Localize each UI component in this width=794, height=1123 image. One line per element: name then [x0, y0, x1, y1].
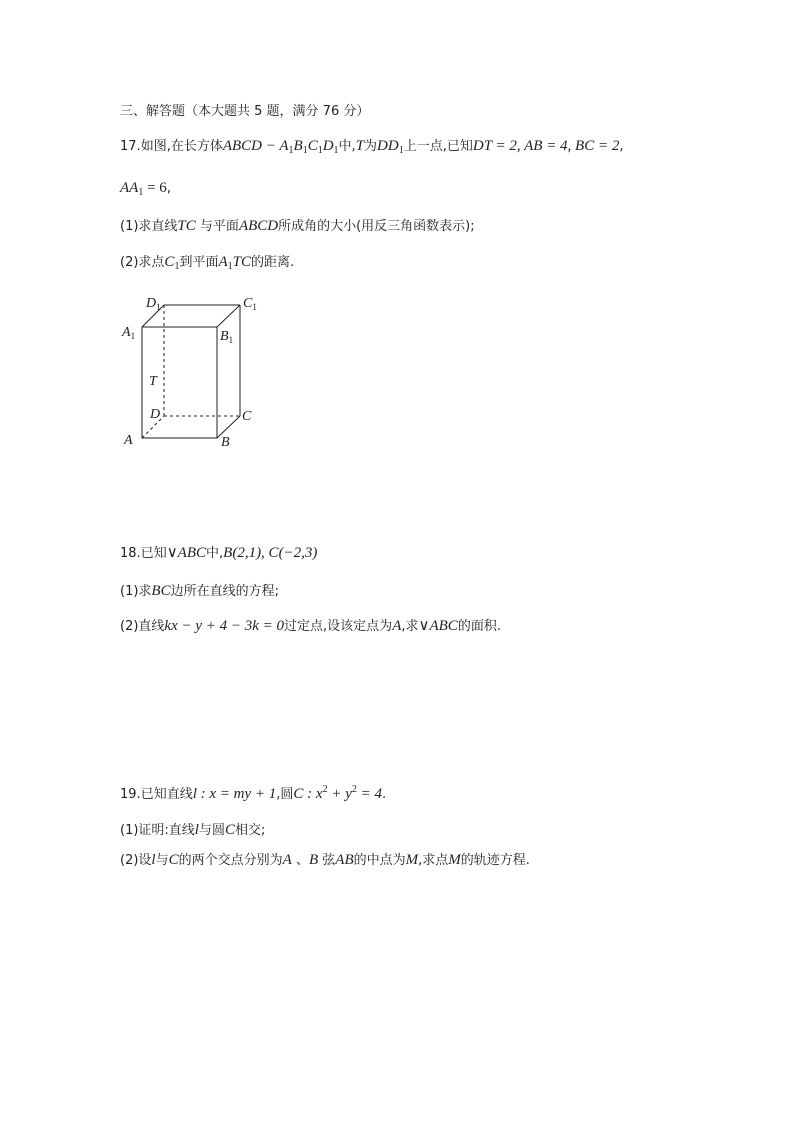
problem-17-stem: 17.如图,在长方体ABCD − $A_1B_1C_1D_1$中,T为$DD_1$上一点,已知DT = 2, AB = 4, BC = 2,	[120, 138, 624, 156]
label-c: C	[242, 409, 252, 424]
problem-19-stem: 19.已知直线l : x = my + 1,圆C : $x^2 + y^2 = 4$.	[120, 784, 387, 802]
label-a1: $A_1$	[122, 325, 136, 341]
problem-17-part-2: (2)求点$C_1$到平面$A_1TC$的距离.	[120, 254, 295, 272]
label-b: B	[221, 435, 230, 450]
label-c1: $C_1$	[243, 296, 257, 312]
section-heading: 三、解答题（本大题共 5 题，满分 76 分）	[120, 104, 370, 119]
problem-17-given-aa1: $AA_1 = 6$,	[120, 180, 171, 198]
problem-18-part-2: (2)直线kx − y + 4 − 3k = 0过定点,设该定点为A,求∨ABC的面积.	[120, 618, 501, 634]
label-a: A	[124, 433, 133, 448]
problem-18-part-1: (1)求BC边所在直线的方程;	[120, 583, 279, 599]
problem-17-part-1: (1)求直线TC 与平面ABCD所成角的大小(用反三角函数表示);	[120, 218, 475, 234]
problem-19-part-1: (1)证明:直线l与圆C相交;	[120, 822, 266, 838]
label-d1: $D_1$	[146, 296, 161, 312]
problem-19-part-2: (2)设l与C的两个交点分别为A 、B 弦AB的中点为M,求点M的轨迹方程.	[120, 852, 530, 868]
label-b1: $B_1$	[220, 329, 234, 345]
cuboid-figure	[118, 290, 278, 460]
problem-18-stem: 18.已知∨ABC中,B(2,1), C(−2,3)	[120, 545, 318, 561]
label-t: T	[149, 374, 157, 389]
label-d: D	[150, 407, 161, 422]
edge-b1c1	[217, 305, 240, 327]
